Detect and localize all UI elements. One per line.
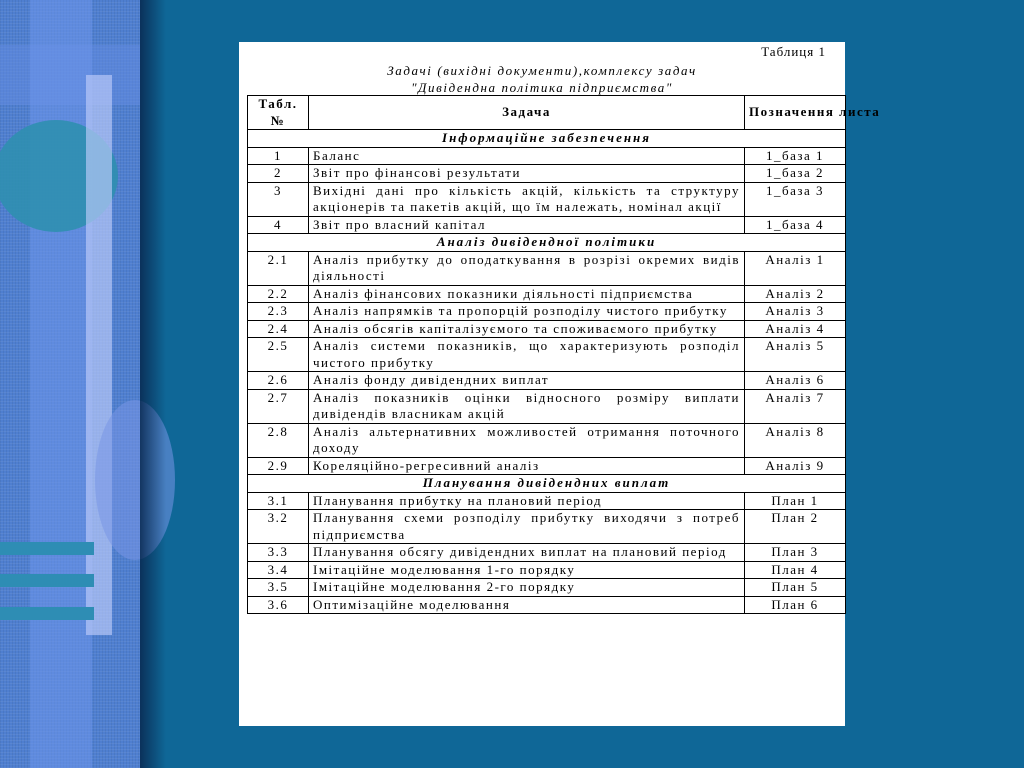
document-sheet bbox=[239, 42, 881, 726]
decorative-stripe bbox=[0, 607, 94, 620]
row-number: 3.2 bbox=[248, 510, 309, 544]
row-number: 3.1 bbox=[248, 492, 309, 510]
row-sheet-code: Аналіз 1 bbox=[745, 251, 846, 285]
table-row bbox=[248, 182, 846, 216]
row-sheet-code: План 3 bbox=[745, 544, 846, 562]
row-task: Звіт про фінансові результати bbox=[309, 165, 745, 183]
table-row bbox=[248, 147, 846, 165]
header-task: Задача bbox=[309, 96, 745, 130]
row-sheet-code: План 4 bbox=[745, 561, 846, 579]
row-number: 2.8 bbox=[248, 423, 309, 457]
table-row bbox=[248, 320, 846, 338]
row-task: Аналіз системи показників, що характеризують розподіл чистого прибутку bbox=[309, 338, 745, 372]
row-number: 2.1 bbox=[248, 251, 309, 285]
decorative-side-panel bbox=[0, 0, 140, 768]
decorative-shadow bbox=[140, 0, 166, 768]
row-sheet-code: Аналіз 6 bbox=[745, 372, 846, 390]
row-number: 2.5 bbox=[248, 338, 309, 372]
table-row bbox=[248, 216, 846, 234]
table-row bbox=[248, 457, 846, 475]
table-row bbox=[248, 303, 846, 321]
row-number: 3.6 bbox=[248, 596, 309, 614]
section-title: Аналіз дивідендної політики bbox=[248, 234, 846, 252]
row-sheet-code: План 6 bbox=[745, 596, 846, 614]
row-sheet-code: 1_база 3 bbox=[745, 182, 846, 216]
row-task: Аналіз обсягів капіталізуємого та споживаємого прибутку bbox=[309, 320, 745, 338]
row-task: Планування схеми розподілу прибутку виходячи з потреб підприємства bbox=[309, 510, 745, 544]
row-task: Аналіз прибутку до оподаткування в розрізі окремих видів діяльності bbox=[309, 251, 745, 285]
row-task: Планування обсягу дивідендних виплат на плановий період bbox=[309, 544, 745, 562]
row-sheet-code: 1_база 2 bbox=[745, 165, 846, 183]
row-sheet-code: 1_база 1 bbox=[745, 147, 846, 165]
section-title: Інформаційне забезпечення bbox=[248, 130, 846, 148]
row-task: Імітаційне моделювання 2-го порядку bbox=[309, 579, 745, 597]
row-number: 3 bbox=[248, 182, 309, 216]
row-sheet-code: План 5 bbox=[745, 579, 846, 597]
row-task: Аналіз напрямків та пропорцій розподілу чистого прибутку bbox=[309, 303, 745, 321]
table-row bbox=[248, 561, 846, 579]
row-task: Планування прибутку на плановий період bbox=[309, 492, 745, 510]
row-number: 3.3 bbox=[248, 544, 309, 562]
row-sheet-code: Аналіз 7 bbox=[745, 389, 846, 423]
row-task: Оптимізаційне моделювання bbox=[309, 596, 745, 614]
table-row bbox=[248, 596, 846, 614]
row-sheet-code: Аналіз 9 bbox=[745, 457, 846, 475]
row-number: 2 bbox=[248, 165, 309, 183]
decorative-stripe bbox=[0, 574, 94, 587]
table-row bbox=[248, 165, 846, 183]
row-sheet-code: Аналіз 8 bbox=[745, 423, 846, 457]
row-number: 3.5 bbox=[248, 579, 309, 597]
tasks-table bbox=[247, 95, 881, 614]
row-task: Баланс bbox=[309, 147, 745, 165]
table-row bbox=[248, 285, 846, 303]
row-sheet-code: Аналіз 4 bbox=[745, 320, 846, 338]
row-task: Імітаційне моделювання 1-го порядку bbox=[309, 561, 745, 579]
row-number: 1 bbox=[248, 147, 309, 165]
document-title: Задачі (вихідні документи),комплексу задач bbox=[387, 63, 697, 78]
row-sheet-code: План 2 bbox=[745, 510, 846, 544]
row-number: 2.2 bbox=[248, 285, 309, 303]
header-number: Табл. № bbox=[248, 96, 309, 130]
table-row bbox=[248, 423, 846, 457]
table-number-label: Таблиця 1 bbox=[761, 44, 826, 59]
table-header-row bbox=[248, 96, 846, 130]
table-row bbox=[248, 544, 846, 562]
section-row bbox=[248, 130, 846, 148]
row-task: Вихідні дані про кількість акцій, кількість та структуру акціонерів та пакетів акцій, що їм належать, номінал акції bbox=[309, 182, 745, 216]
table-row bbox=[248, 389, 846, 423]
header-sheet-code: Позначення листа bbox=[745, 96, 846, 130]
document-subtitle: "Дивідендна політика підприємства" bbox=[411, 80, 673, 95]
decorative-band bbox=[30, 0, 92, 768]
row-number: 2.3 bbox=[248, 303, 309, 321]
table-row bbox=[248, 251, 846, 285]
section-row bbox=[248, 234, 846, 252]
row-sheet-code: Аналіз 5 bbox=[745, 338, 846, 372]
row-number: 2.9 bbox=[248, 457, 309, 475]
row-number: 2.4 bbox=[248, 320, 309, 338]
decorative-stripe bbox=[0, 542, 94, 555]
row-sheet-code: План 1 bbox=[745, 492, 846, 510]
row-number: 3.4 bbox=[248, 561, 309, 579]
row-sheet-code: 1_база 4 bbox=[745, 216, 846, 234]
table-row bbox=[248, 579, 846, 597]
row-sheet-code: Аналіз 3 bbox=[745, 303, 846, 321]
row-task: Кореляційно-регресивний аналіз bbox=[309, 457, 745, 475]
row-number: 2.7 bbox=[248, 389, 309, 423]
row-number: 4 bbox=[248, 216, 309, 234]
table-row bbox=[248, 492, 846, 510]
row-sheet-code: Аналіз 2 bbox=[745, 285, 846, 303]
table-row bbox=[248, 338, 846, 372]
row-task: Аналіз фінансових показники діяльності підприємства bbox=[309, 285, 745, 303]
row-task: Аналіз фонду дивідендних виплат bbox=[309, 372, 745, 390]
section-row bbox=[248, 475, 846, 493]
table-row bbox=[248, 510, 846, 544]
section-title: Планування дивідендних виплат bbox=[248, 475, 846, 493]
row-task: Звіт про власний капітал bbox=[309, 216, 745, 234]
row-task: Аналіз альтернативних можливостей отримання поточного доходу bbox=[309, 423, 745, 457]
table-row bbox=[248, 372, 846, 390]
row-task: Аналіз показників оцінки відносного розміру виплати дивідендів власникам акцій bbox=[309, 389, 745, 423]
row-number: 2.6 bbox=[248, 372, 309, 390]
